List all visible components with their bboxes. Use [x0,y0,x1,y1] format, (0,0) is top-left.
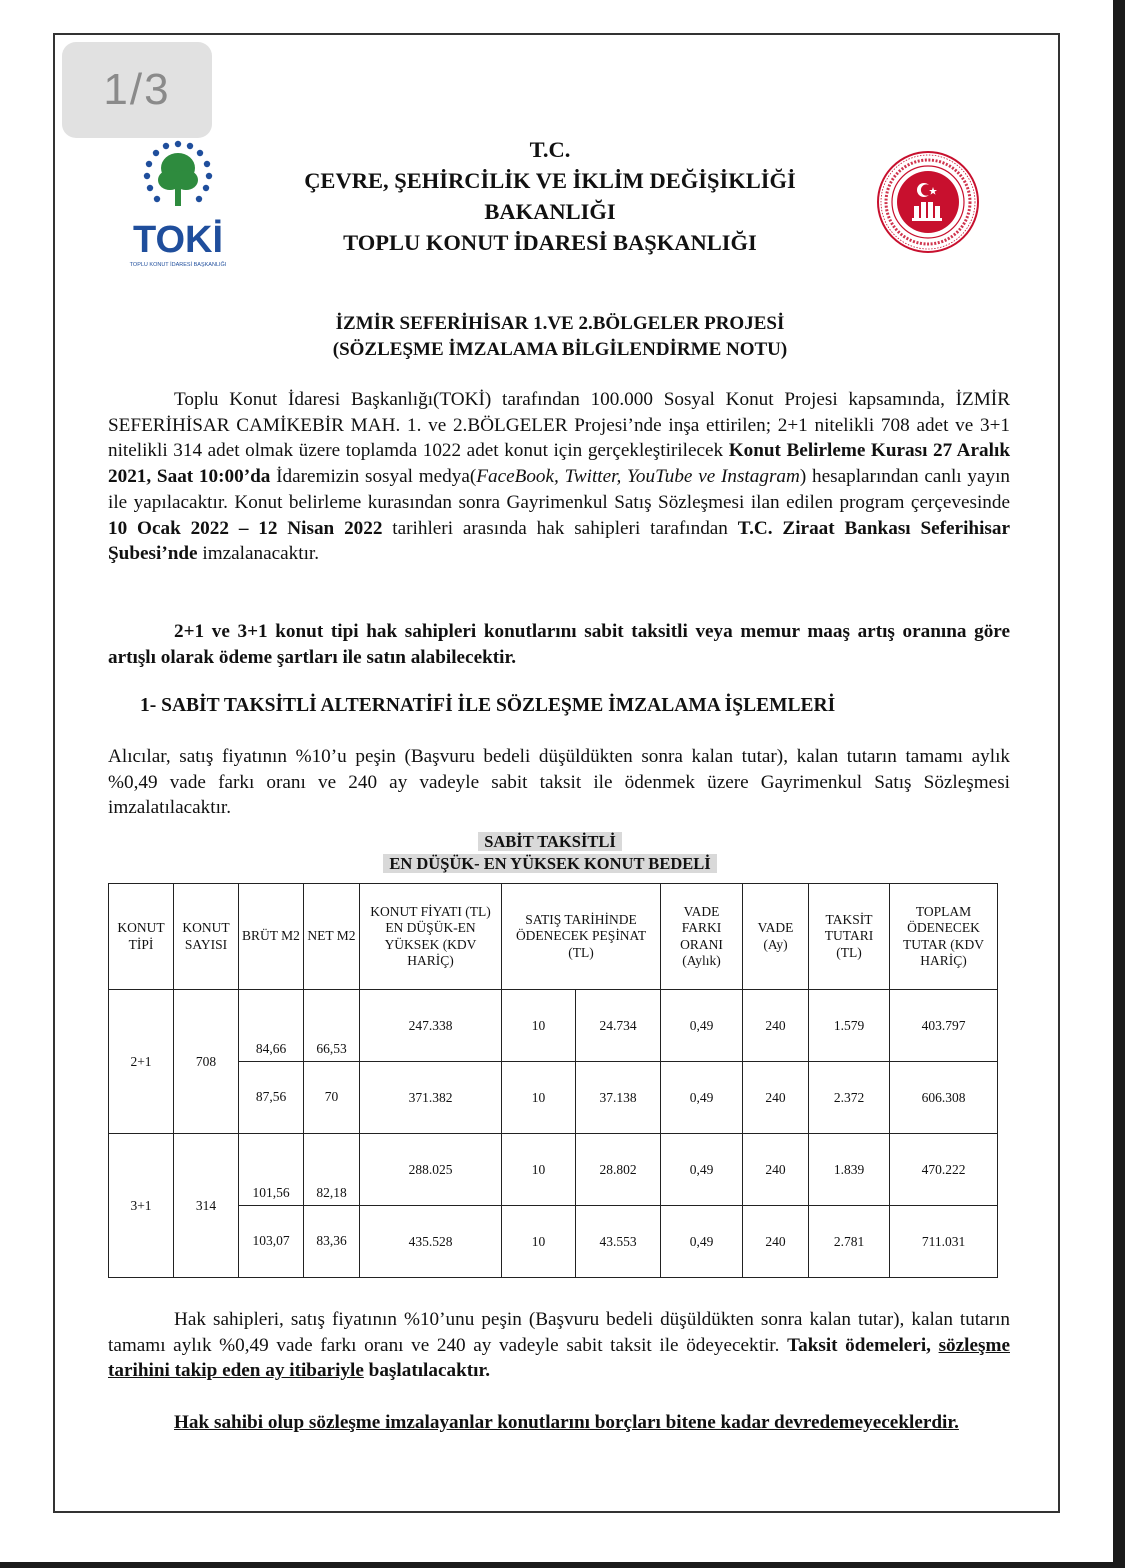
project-title [160,311,960,363]
installment-start-phrase: sözleşme tarihini takip eden ay itibariyle [108,1334,1010,1382]
table-header-row [109,884,998,990]
cell-term: 240 [743,1134,809,1206]
cell-gross: 87,56 [239,1062,304,1134]
cell-count: 314 [174,1134,239,1278]
table-row [109,990,998,1062]
cell-total: 606.308 [890,1062,998,1134]
table-caption-line1: SABİT TAKSİTLİ [478,832,622,851]
cell-net: 70 [304,1062,360,1134]
logo-wordmark: TOKİ [132,219,224,261]
table-caption-line2: EN DÜŞÜK- EN YÜKSEK KONUT BEDELİ [383,854,716,873]
col-header-term: VADE (Ay) [743,884,809,990]
cell-down-amount: 43.553 [576,1206,661,1278]
header-line-ministry: ÇEVRE, ŞEHİRCİLİK VE İKLİM DEĞİŞİKLİĞİ [304,168,796,193]
cell-term: 240 [743,1062,809,1134]
cell-count: 708 [174,990,239,1134]
logo-subtitle: TOPLU KONUT İDARESİ BAŞKANLIĞI [129,262,227,268]
cell-down-amount: 28.802 [576,1134,661,1206]
cell-installment: 2.372 [809,1062,890,1134]
cell-down-amount: 37.138 [576,1062,661,1134]
col-header-net: NET M2 [304,884,360,990]
cell-gross: 84,66 [239,990,304,1062]
header-line-bakanlik: BAKANLIĞI [484,199,616,224]
cell-gross: 101,56 [239,1134,304,1206]
cell-down-pct: 10 [502,990,576,1062]
table-row [109,1062,998,1134]
table-caption [300,831,800,875]
col-header-total: TOPLAM ÖDENECEK TUTAR (KDV HARİÇ) [890,884,998,990]
cell-type: 2+1 [109,990,174,1134]
col-header-type: KONUT TİPİ [109,884,174,990]
cell-down-pct: 10 [502,1062,576,1134]
cell-total: 470.222 [890,1134,998,1206]
closing-paragraph: Hak sahipleri, satış fiyatının %10’unu peşin (Başvuru bedeli düşüldükten sonra kalan tutar), kalan tutarın tamamı aylık %0,49 vade farkı oranı ve 240 ay vadeyle sabit taksit ile ödeyecektir. Taksit ödemeleri, sözleşme tarihini takip eden ay itibariyle başlatılacaktır. [108,1309,1010,1382]
cell-price: 247.338 [360,990,502,1062]
cell-term: 240 [743,990,809,1062]
cell-rate: 0,49 [661,1062,743,1134]
cell-net: 82,18 [304,1134,360,1206]
intro-paragraph: Toplu Konut İdaresi Başkanlığı(TOKİ) tarafından 100.000 Sosyal Konut Projesi kapsamında, İZMİR SEFERİHİSAR CAMİKEBİR MAH. 1. ve 2.BÖLGELER Projesi’nde inşa ettirilen; 2+1 nitelikli 708 adet ve 3+1 nitelikli 314 adet olmak üzere toplamda 1022 adet konut için gerçekleştirilecek Konut Belirleme Kurası 27 Aralık 2021, Saat 10:00’da İdaremizin sosyal medya(FaceBook, Twitter, YouTube ve Instagram) hesaplarından canlı yayın ile yapılacaktır. Konut belirleme kurasından sonra Gayrimenkul Satış Sözleşmesi ilan edilen program çerçevesinde 10 Ocak 2022 – 12 Nisan 2022 tarihleri arasında hak sahipleri tarafından T.C. Ziraat Bankası Seferihisar Şubesi’nde imzalanacaktır. [108,389,1011,565]
cell-down-pct: 10 [502,1134,576,1206]
cell-price: 371.382 [360,1062,502,1134]
col-header-count: KONUT SAYISI [174,884,239,990]
page-counter-badge: 1/3 [62,42,212,138]
cell-installment: 1.839 [809,1134,890,1206]
cell-net: 83,36 [304,1206,360,1278]
ministry-header [230,134,870,258]
cell-price: 435.528 [360,1206,502,1278]
transfer-restriction-note: Hak sahibi olup sözleşme imzalayanlar konutlarını borçları bitene kadar devredemeyeceklerdir. [174,1412,959,1433]
col-header-installment: TAKSİT TUTARI (TL) [809,884,890,990]
toki-logo [128,138,228,270]
ministry-seal [876,150,980,254]
cell-type: 3+1 [109,1134,174,1278]
header-line-toki: TOPLU KONUT İDARESİ BAŞKANLIĞI [343,230,757,255]
table-row [109,1206,998,1278]
cell-down-pct: 10 [502,1206,576,1278]
project-name: İZMİR SEFERİHİSAR 1.VE 2.BÖLGELER PROJESİ [335,313,785,334]
section-1-heading: 1- SABİT TAKSİTLİ ALTERNATİFİ İLE SÖZLEŞME İMZALAMA İŞLEMLERİ [140,695,836,716]
col-header-gross: BRÜT M2 [239,884,304,990]
price-table [108,883,998,1278]
cell-net: 66,53 [304,990,360,1062]
payment-options-note: 2+1 ve 3+1 konut tipi hak sahipleri konutlarını sabit taksitli veya memur maaş artış oranına göre artışlı olarak ödeme şartları ile satın alabilecektir. [108,621,1010,668]
cell-installment: 1.579 [809,990,890,1062]
header-line-tc: T.C. [529,137,571,162]
cell-down-amount: 24.734 [576,990,661,1062]
section-1-paragraph: Alıcılar, satış fiyatının %10’u peşin (Başvuru bedeli düşüldükten sonra kalan tutar), kalan tutarın tamamı aylık %0,49 vade farkı oranı ve 240 ay vadeyle sabit taksit ile ödenmek üzere Gayrimenkul Satış Sözleşmesi imzalatılacaktır. [108,746,1010,819]
cell-rate: 0,49 [661,990,743,1062]
col-header-price: KONUT FİYATI (TL) EN DÜŞÜK-EN YÜKSEK (KDV HARİÇ) [360,884,502,990]
cell-rate: 0,49 [661,1134,743,1206]
cell-rate: 0,49 [661,1206,743,1278]
cell-total: 403.797 [890,990,998,1062]
cell-price: 288.025 [360,1134,502,1206]
project-subtitle: (SÖZLEŞME İMZALAMA BİLGİLENDİRME NOTU) [332,339,788,360]
col-header-rate: VADE FARKI ORANI (Aylık) [661,884,743,990]
cell-term: 240 [743,1206,809,1278]
logo-tree [158,153,198,206]
cell-total: 711.031 [890,1206,998,1278]
table-row [109,1134,998,1206]
cell-installment: 2.781 [809,1206,890,1278]
cell-gross: 103,07 [239,1206,304,1278]
col-header-down-payment: SATIŞ TARİHİNDE ÖDENECEK PEŞİNAT (TL) [502,884,661,990]
